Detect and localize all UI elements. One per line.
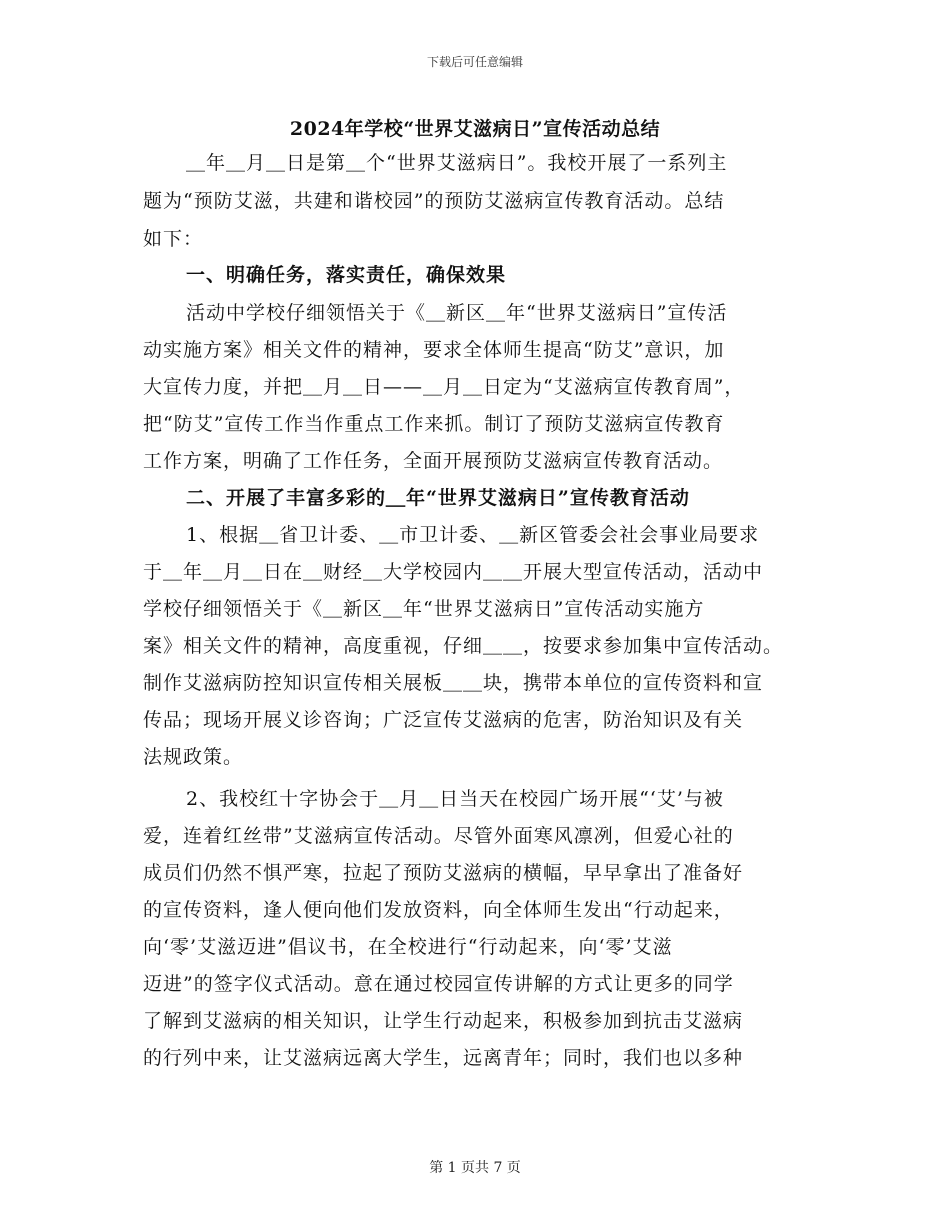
paragraph-line: 成员们仍然不惧严寒，拉起了预防艾滋病的横幅，早早拿出了准备好 [143, 862, 744, 884]
section-heading-1: 一、明确任务，落实责任，确保效果 [186, 264, 507, 286]
paragraph-line: 学校仔细领悟关于《＿新区＿年“世界艾滋病日”宣传活动实施方 [143, 598, 705, 620]
paragraph-line: 的行列中来，让艾滋病远离大学生，远离青年；同时，我们也以多种 [143, 1047, 744, 1069]
paragraph-line: 于＿年＿月＿日在＿财经＿大学校园内＿＿开展大型宣传活动，活动中 [143, 561, 764, 583]
paragraph-line: 了解到艾滋病的相关知识，让学生行动起来，积极参加到抗击艾滋病 [143, 1010, 744, 1032]
paragraph-line: 活动中学校仔细领悟关于《＿新区＿年“世界艾滋病日”宣传活 [186, 302, 728, 324]
paragraph-line: ＿年＿月＿日是第＿个“世界艾滋病日”。我校开展了一系列主 [186, 152, 728, 174]
document-title: 2024年学校“世界艾滋病日”宣传活动总结 [289, 118, 661, 140]
paragraph-line: 传品；现场开展义诊咨询；广泛宣传艾滋病的危害，防治知识及有关 [143, 709, 744, 731]
header-note: 下载后可任意编辑 [426, 55, 523, 69]
paragraph-line: 爱，连着红丝带”艾滋病宣传活动。尽管外面寒风凛冽，但爱心社的 [143, 825, 734, 847]
section-heading-2: 二、开展了丰富多彩的＿年“世界艾滋病日”宣传教育活动 [186, 487, 690, 509]
paragraph-line: 迈进”的签字仪式活动。意在通过校园宣传讲解的方式让更多的同学 [143, 973, 734, 995]
paragraph-line: 法规政策。 [143, 746, 244, 768]
paragraph-line: 向‘零’艾滋迈进”倡议书，在全校进行“行动起来，向‘零’艾滋 [143, 936, 673, 958]
paragraph-line: 1、根据＿省卫计委、＿市卫计委、＿新区管委会社会事业局要求 [186, 524, 760, 546]
paragraph-line: 如下： [143, 228, 204, 250]
paragraph-line: 制作艾滋病防控知识宣传相关展板＿＿块，携带本单位的宣传资料和宣 [143, 672, 764, 694]
paragraph-line: 的宣传资料，逢人便向他们发放资料，向全体师生发出“行动起来， [143, 899, 734, 921]
page-number-footer: 第 1 页共 7 页 [429, 1160, 521, 1176]
paragraph-line: 2、我校红十字协会于＿月＿日当天在校园广场开展“‘艾’与被 [186, 788, 724, 810]
paragraph-line: 工作方案，明确了工作任务，全面开展预防艾滋病宣传教育活动。 [143, 450, 724, 472]
paragraph-line: 动实施方案》相关文件的精神，要求全体师生提高“防艾”意识，加 [143, 339, 725, 361]
paragraph-line: 案》相关文件的精神，高度重视，仔细＿＿，按要求参加集中宣传活动。 [143, 635, 784, 657]
paragraph-line: 大宣传力度，并把＿月＿日——＿月＿日定为“艾滋病宣传教育周”， [143, 376, 745, 398]
paragraph-line: 把“防艾”宣传工作当作重点工作来抓。制订了预防艾滋病宣传教育 [143, 413, 725, 435]
paragraph-line: 题为“预防艾滋，共建和谐校园”的预防艾滋病宣传教育活动。总结 [143, 190, 725, 212]
